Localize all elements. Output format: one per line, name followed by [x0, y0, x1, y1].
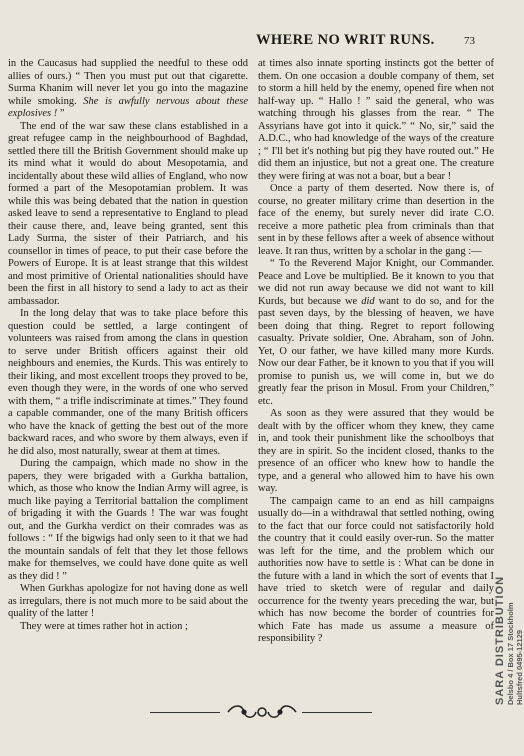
page-title: WHERE NO WRIT RUNS.: [256, 32, 435, 48]
stamp-line-2: Delsbo 4 / Box 17 Stockholm: [506, 602, 515, 705]
paragraph: When Gurkhas apologize for not having done as well as irregulars, there is not much more to be said about the quality of the latter !: [8, 583, 248, 619]
page-number: 73: [464, 35, 475, 47]
paragraph: In the long delay that was to take place before this question could be settled, a large contingent of volunteers was raised from among the clans in question to serve under British officers against their old neighbours and enemies, the Kurds. This was entirely to their liking, and most excellent troops they proved to be, even though they were, in the words of one who served with them, “ a trifle indiscriminate at times.” They found a capable commander, one of the many British officers who have the knack of getting the best out of the more backward races, and who swore by them always, even if he did also, most naturally, swear at them at times.: [8, 308, 248, 457]
paragraph: at times also innate sporting instincts got the better of them. On one occasion a double company of them, set to storm a hill held by the enemy, opened fire when not half-way up. “ Hallo ! ” said the general, who was watching through his glasses from the rear. “ The Assyrians have got into it quick.” “ No, sir,” said the A.D.C., who had knowledge of the ways of the creature ; “ I'll bet it's nothing but pig they have routed out.” He did them an injustice, but not a great one. The creature they were firing at was not a boar, but a bear !: [258, 58, 494, 182]
footer-rule-right: [302, 712, 372, 713]
paragraph: The end of the war saw these clans established in a great refugee camp in the neighbourhood of Baghdad, settled there till the British Government should make up its mind what it would do about Mesopotamia, and incidentally about these wild allies of England, who now formed a part of the Mesopotamian problem. It was while this was being debated that the nation in question asked leave to send a representative to England to plead their cause there, and, leave being granted, sent this Lady Surma, the sister of their Patriarch, and his counsellor in times of peace, to put their case before the Powers of Europe. It is at least strange that this wildest and most primitive of Oriental nationalities should have been the first in all history to send a lady to act as their ambassador.: [8, 120, 248, 307]
paragraph: They were at times rather hot in action ;: [20, 620, 188, 632]
paragraph: “ To the Reverend Major Knight, our Commander. Peace and Love be multiplied. Be it known to you that we did not run away because we did not want to kill Kurds, but because we did want to do so, and for the past seven days, by the blessing of heaven, we have been doing that thing. Regret to report following casualty. Private soldier, One. Abraham, son of John. Yet, O our father, we have killed many more Kurds. Now our dear Father, be it known to you that if you will promise to punish us, we will come in, but we do greatly fear the prison in Mosul. From your Children,” etc.: [258, 258, 494, 407]
paragraph: The campaign came to an end as hill campaigns usually do—in a withdrawal that settled nothing, owing to the fact that our force could not satisfactorily hold the country that it could easily over-run. So the matter was left for the time, and the problem which our authorities now have to settle is : What can be done in the future with a land in which the sort of events that I have tried to sketch were of regular and daily occurrence for the twenty years preceding the war, but which has now become the border of countries for which Fate has made us assume a measure of responsibility ?: [258, 495, 494, 644]
paragraph: As soon as they were assured that they would be dealt with by the officer whom they knew, they came in, and took their punishment like the schoolboys that they are in spirit. So the incident closed, thanks to the presence of an officer who knew how to handle the type, and a general who allowed him to have his own way.: [258, 408, 494, 494]
paragraph: During the campaign, which made no show in the papers, they were brigaded with a Gurkha battalion, which, as those who know the Indian Army will agree, is much like paying a Territorial battalion the compliment of brigading it with the Guards ! The war was fought out, and the Gurkha verdict on their comrades was as follows : “ If the bigwigs had only seen to it that we had the mountain sandals of felt that they let those fellows make for themselves, we could have done quite as well as they did ! ”: [8, 458, 248, 582]
paragraph: Once a party of them deserted. Now there is, of course, no greater military crime than desertion in the face of the enemy, but surely never did irate C.O. receive a more pathetic plea from criminals than that sent in by these fellows after a week of absence without leave. It ran thus, written by a scholar in the gang :—: [258, 183, 494, 257]
footer-rule-left: [150, 712, 220, 713]
distributor-stamp: [494, 555, 524, 705]
stamp-line-1: SARA DISTRIBUTION: [494, 575, 506, 705]
right-column: [258, 58, 494, 646]
running-head: [0, 30, 524, 50]
paragraph: in the Caucasus had supplied the needful to these odd allies of ours.) “ Then you must put out that cigarette. Surma Khanim will never let you go into the magazine while smoking. She is awfully nervous about these explosives ! ”: [8, 58, 248, 119]
stamp-line-3: Hultsfred 0495-12129: [515, 629, 524, 705]
left-column: [8, 58, 248, 633]
ornament-icon: [224, 702, 300, 722]
